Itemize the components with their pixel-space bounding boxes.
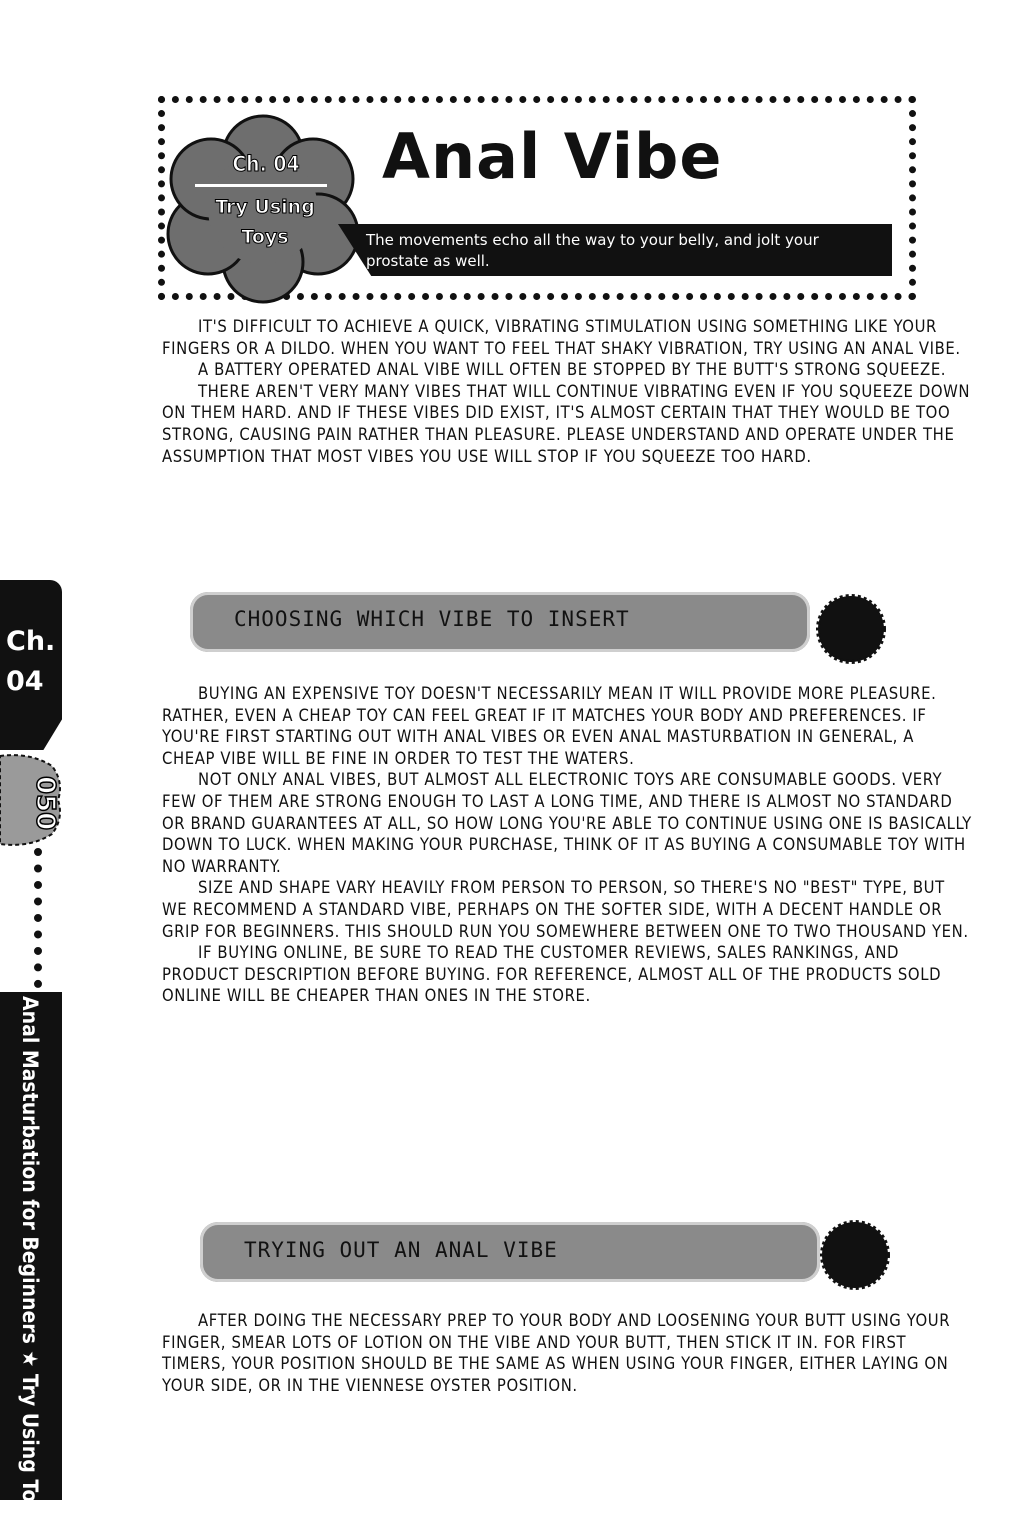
chapter-subtitle: Try Using Toys xyxy=(215,196,315,248)
side-dotted-line xyxy=(34,848,50,988)
section1-paragraph: BUYING AN EXPENSIVE TOY DOESN'T NECESSARILY MEAN IT WILL PROVIDE MORE PLEASURE. RATHER, EVEN A CHEAP TOY CAN FEEL GREAT IF IT MATCHES YOUR BODY AND PREFERENCES. IF YOU'RE FIRST STARTING OUT WITH ANAL VIBES OR EVEN ANAL MASTURBATION IN GENERAL, A CHEAP VIBE WILL BE FINE IN ORDER TO TEST THE WATERS. xyxy=(162,684,937,768)
chapter-divider xyxy=(195,184,327,187)
book-running-title: Anal Masturbation for Beginners ★ Try Using Toys xyxy=(18,996,42,1526)
chapter-flower-badge xyxy=(163,114,363,304)
intro-paragraph: IT'S DIFFICULT TO ACHIEVE A QUICK, VIBRATING STIMULATION USING SOMETHING LIKE YOUR FINGERS OR A DILDO. WHEN YOU WANT TO FEEL THAT SHAKY VIBRATION, TRY USING AN ANAL VIBE. xyxy=(162,317,961,358)
section2-paragraph: AFTER DOING THE NECESSARY PREP TO YOUR BODY AND LOOSENING YOUR BUTT USING YOUR FINGER, SMEAR LOTS OF LOTION ON THE VIBE AND YOUR BUTT, THEN STICK IT IN. FOR FIRST TIMERS, YOUR POSITION SHOULD BE THE SAME AS WHEN USING YOUR FINGER, EITHER LAYING ON YOUR SIDE, OR IN THE VIENNESE OYSTER POSITION. xyxy=(162,1311,951,1395)
section1-text xyxy=(162,683,972,1007)
section-title: CHOOSING WHICH VIBE TO INSERT xyxy=(234,607,630,631)
page-number: 050 xyxy=(30,776,60,831)
section1-paragraph: SIZE AND SHAPE VARY HEAVILY FROM PERSON TO PERSON, SO THERE'S NO "BEST" TYPE, BUT WE RECOMMEND A STANDARD VIBE, PERHAPS ON THE SOFTER SIDE, WITH A DECENT HANDLE OR GRIP FOR BEGINNERS. THIS SHOULD RUN YOU SOMEWHERE BETWEEN ONE TO TWO THOUSAND YEN. xyxy=(162,878,969,941)
section-bullet-icon xyxy=(818,1218,892,1292)
page-title: Anal Vibe xyxy=(382,120,723,193)
section-title: TRYING OUT AN ANAL VIBE xyxy=(244,1238,558,1262)
intro-paragraph: THERE AREN'T VERY MANY VIBES THAT WILL CONTINUE VIBRATING EVEN IF YOU SQUEEZE DOWN ON THEM HARD. AND IF THESE VIBES DID EXIST, IT'S ALMOST CERTAIN THAT THEY WOULD BE TOO STRONG, CAUSING PAIN RATHER THAN PLEASURE. PLEASE UNDERSTAND AND OPERATE UNDER THE ASSUMPTION THAT MOST VIBES YOU USE WILL STOP IF YOU SQUEEZE TOO HARD. xyxy=(162,381,971,466)
chapter-number: Ch. 04 xyxy=(232,152,300,176)
side-chapter-label xyxy=(6,622,55,702)
intro-text xyxy=(162,316,972,467)
section1-paragraph: IF BUYING ONLINE, BE SURE TO READ THE CUSTOMER REVIEWS, SALES RANKINGS, AND PRODUCT DESCRIPTION BEFORE BUYING. FOR REFERENCE, ALMOST ALL OF THE PRODUCTS SOLD ONLINE WILL BE CHEAPER THAN ONES IN THE STORE. xyxy=(162,943,942,1006)
intro-paragraph: A BATTERY OPERATED ANAL VIBE WILL OFTEN BE STOPPED BY THE BUTT'S STRONG SQUEEZE. xyxy=(198,360,947,380)
tagline: The movements echo all the way to your belly, and jolt your prostate as well. xyxy=(366,231,819,270)
side-chapter-number: 04 xyxy=(6,666,44,697)
side-chapter-prefix: Ch. xyxy=(6,626,56,657)
section1-paragraph: NOT ONLY ANAL VIBES, BUT ALMOST ALL ELECTRONIC TOYS ARE CONSUMABLE GOODS. VERY FEW OF THEM ARE STRONG ENOUGH TO LAST A LONG TIME, AND THERE IS ALMOST NO STANDARD OR BRAND GUARANTEES AT ALL, SO HOW LONG YOU'RE ABLE TO CONTINUE USING ONE IS BASICALLY DOWN TO LUCK. WHEN MAKING YOUR PURCHASE, THINK OF IT AS BUYING A CONSUMABLE TOY WITH NO WARRANTY. xyxy=(162,770,972,876)
section-bullet-icon xyxy=(814,592,888,666)
section2-text xyxy=(162,1310,972,1396)
